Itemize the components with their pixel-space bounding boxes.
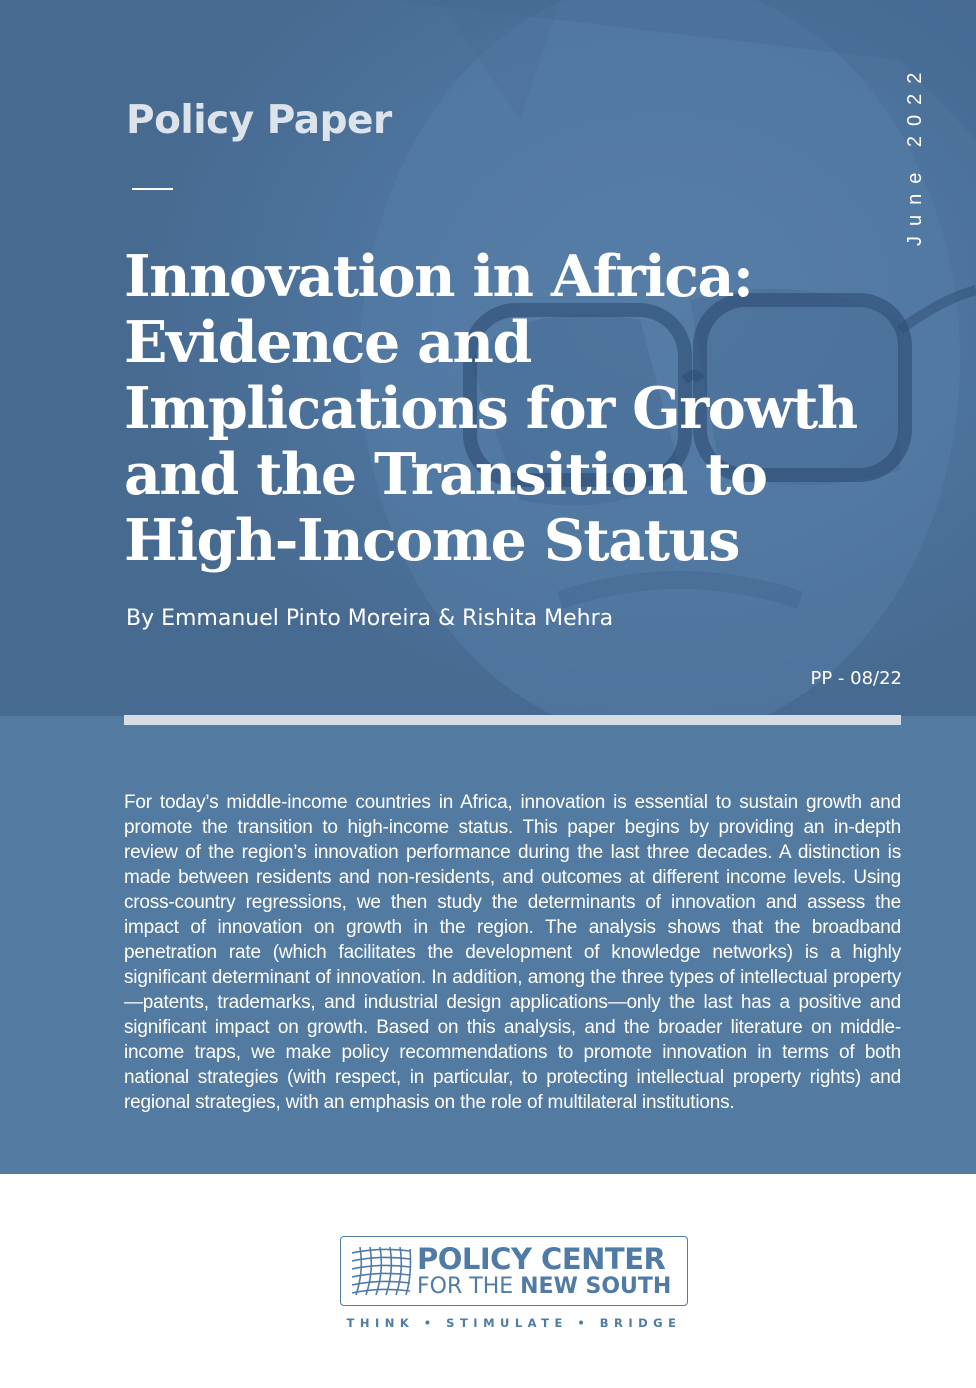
paper-title: Innovation in Africa: Evidence and Implications for Growth and the Transition to High-Income Status: [124, 243, 857, 574]
label-divider: [132, 188, 173, 190]
document-type-label: Policy Paper: [126, 98, 392, 143]
policy-center-logo: [340, 1236, 688, 1306]
section-divider: [124, 715, 901, 725]
paper-code: PP - 08/22: [810, 668, 902, 689]
logo-line2-prefix: FOR THE: [417, 1274, 521, 1299]
logo-name-line1: POLICY CENTER: [417, 1242, 666, 1276]
logo-name-line2: [417, 1274, 671, 1300]
globe-mesh-icon: [350, 1245, 412, 1297]
authors: By Emmanuel Pinto Moreira & Rishita Mehra: [126, 606, 614, 631]
abstract-text: For today’s middle-income countries in Africa, innovation is essential to sustain growth and promote the transition to high-income status. This paper begins by providing an in-depth review of the region’s innovation performance during the last three decades. A distinction is made between residents and non-residents, and outcomes at different income levels. Using cross-country regressions, we then study the determinants of innovation and assess the impact of innovation on growth in the region. The analysis shows that the broadband penetration rate (which facilitates the development of knowledge networks) is a highly significant determinant of innovation. In addition, among the three types of intellectual property—patents, trademarks, and industrial design applications—only the last has a positive and significant impact on growth. Based on this analysis, and the broader literature on middle-income traps, we make policy recommendations to promote innovation in terms of both national strategies (with respect, in particular, to protecting intellectual property rights) and regional strategies, with an emphasis on the role of multilateral institutions.: [124, 792, 901, 1113]
logo-line2-bold: NEW SOUTH: [520, 1274, 672, 1299]
logo-tagline: THINK • STIMULATE • BRIDGE: [346, 1316, 682, 1330]
publication-date: June 2022: [904, 62, 926, 246]
